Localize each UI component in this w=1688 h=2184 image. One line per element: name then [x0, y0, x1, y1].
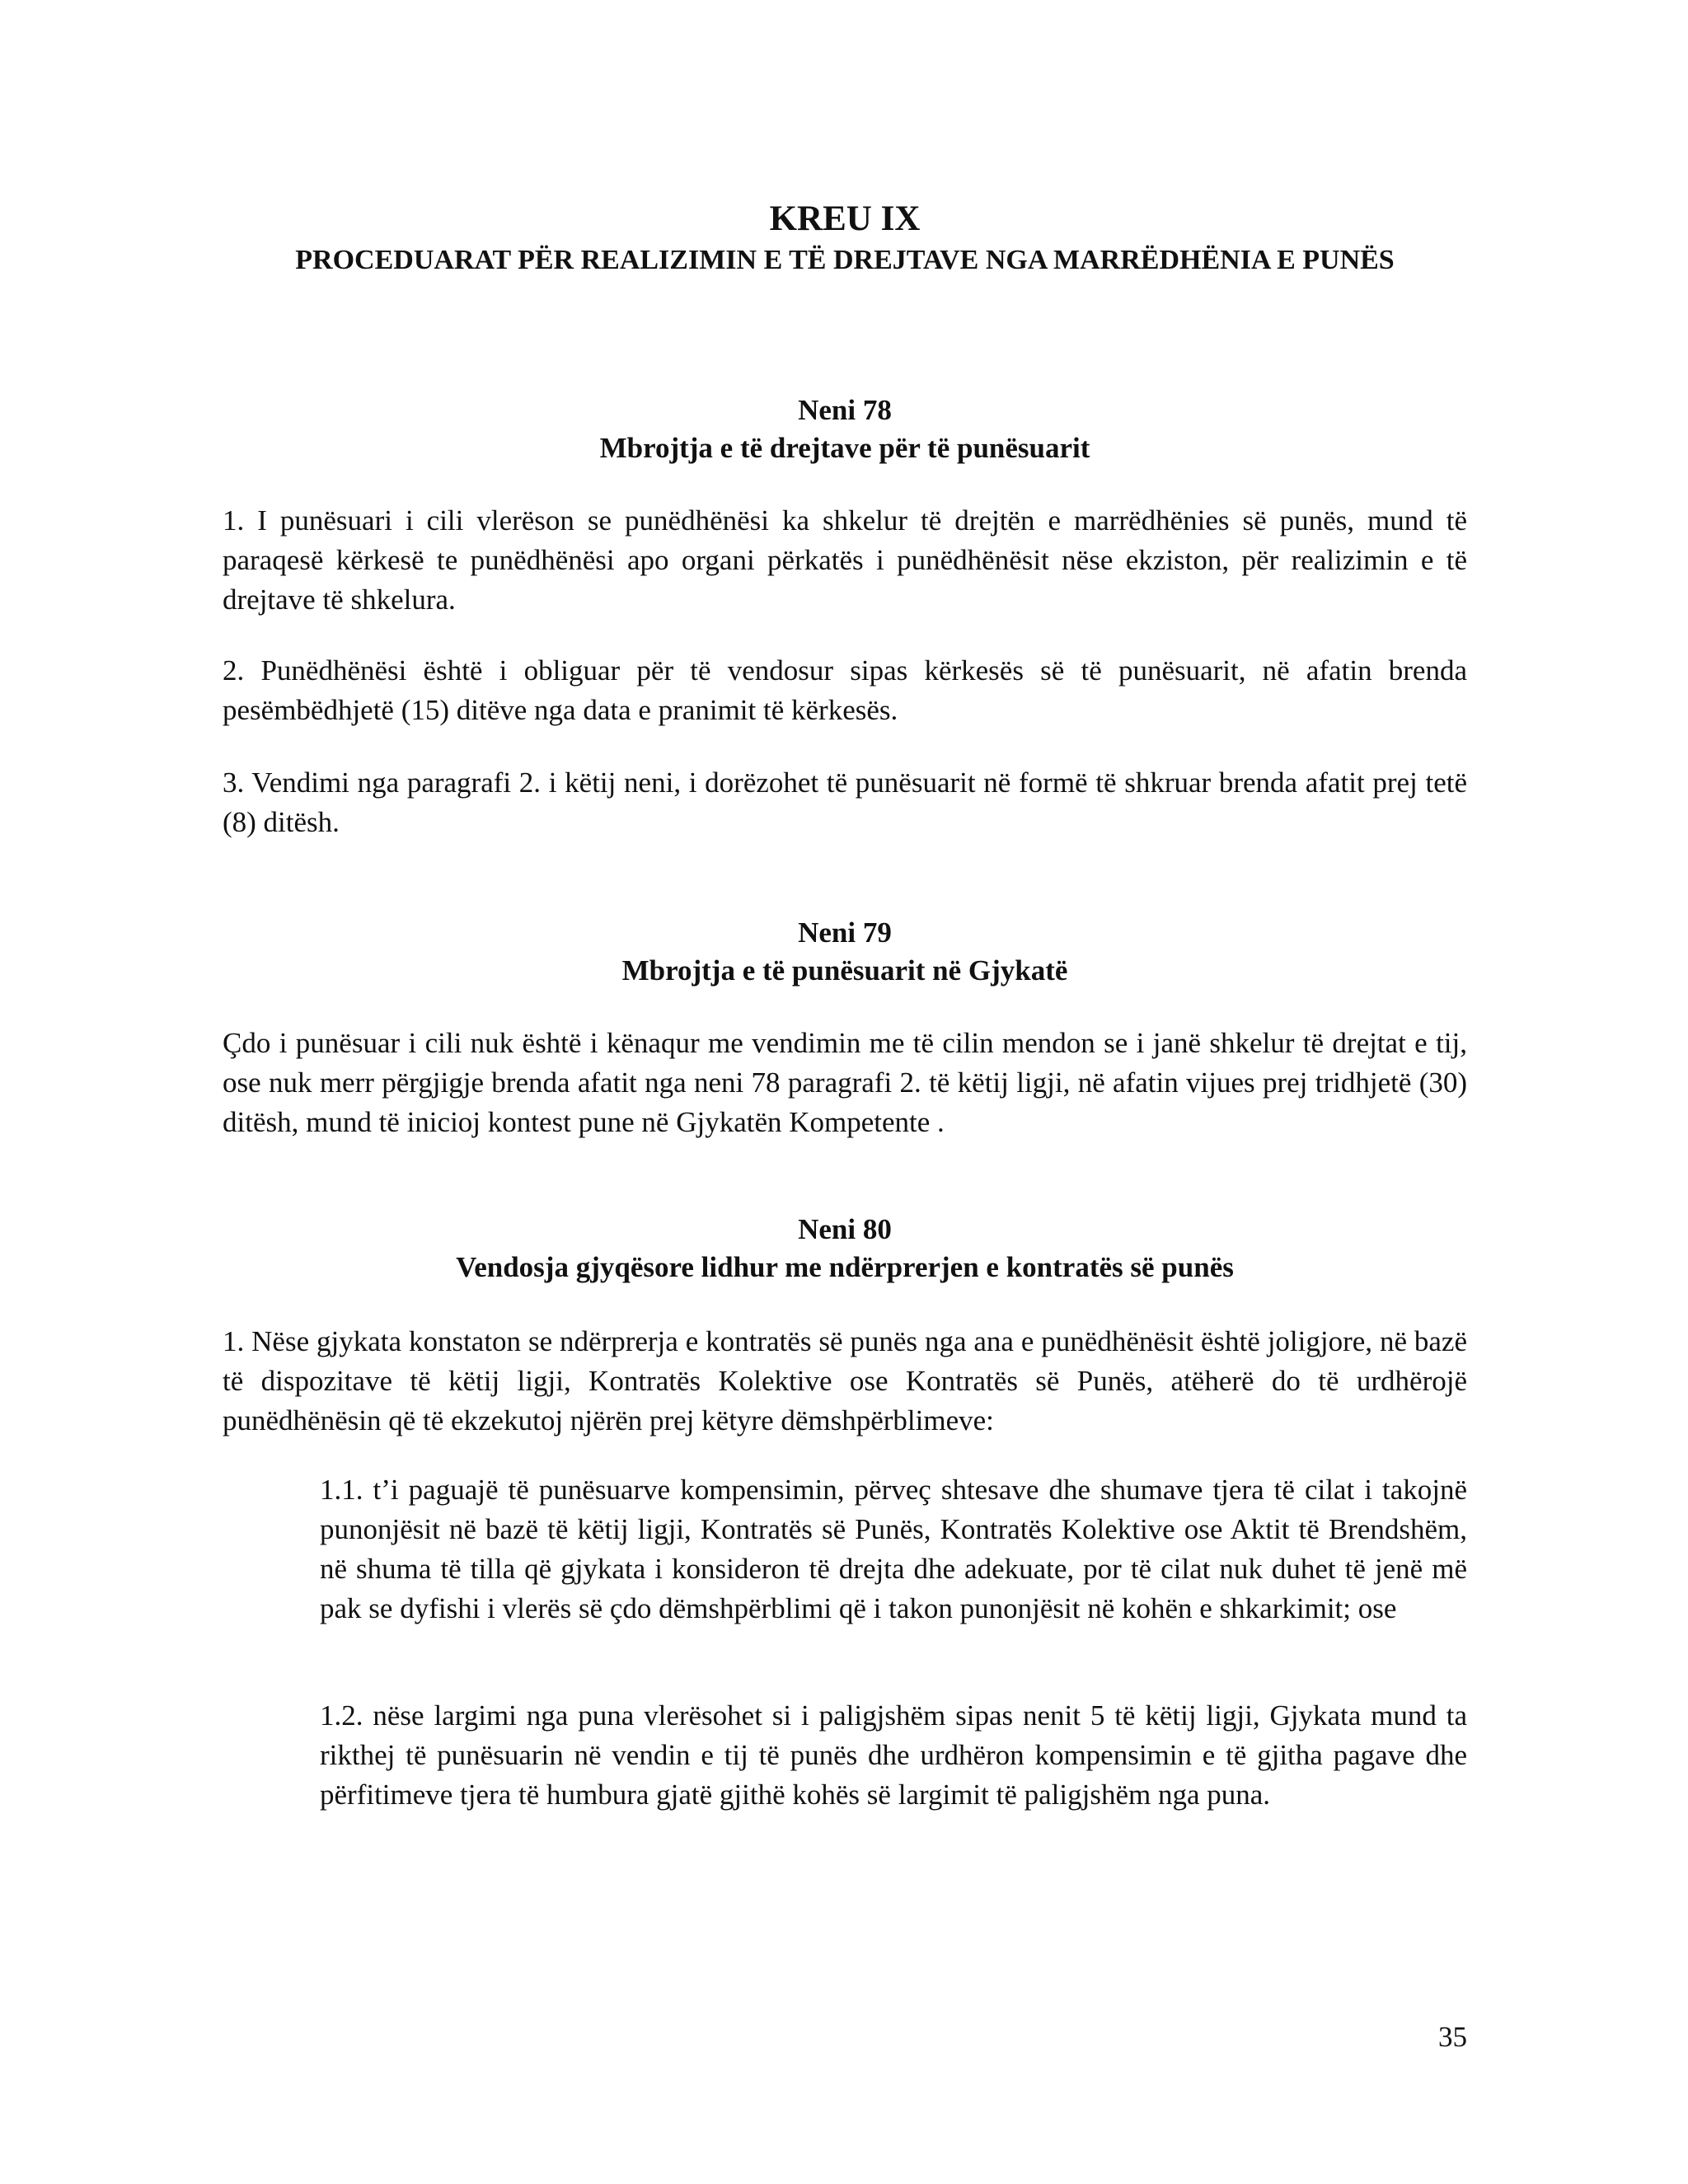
article-78-paragraph-3: 3. Vendimi nga paragrafi 2. i këtij neni, i dorëzohet të punësuarit në formë të shkruar brenda afatit prej tetë (8) ditësh.	[223, 766, 1467, 838]
article-80-paragraph-1: 1. Nëse gjykata konstaton se ndërprerja e kontratës së punës nga ana e punëdhënësit është joligjore, në bazë të dispozitave të këtij ligji, Kontratës Kolektive ose Kontratës së Punës, atëherë do të urdhërojë punëdhënësin që të ekzekutoj njërën prej këtyre dëmshpërblimeve:	[223, 1325, 1467, 1436]
article-title-78: Mbrojtja e të drejtave për të punësuarit	[599, 432, 1090, 464]
page-number: 35	[1438, 2021, 1467, 2053]
article-80-subparagraph-1-2: 1.2. nëse largimi nga puna vlerësohet si i paligjshëm sipas nenit 5 të këtij ligji, Gjykata mund ta rikthej të punësuarin në vendin e tij të punës dhe urdhëron kompensimin e të gjitha pagave dhe përfitimeve tjera të humbura gjatë gjithë kohës së largimit të paligjshëm nga puna.	[320, 1699, 1467, 1811]
chapter-subtitle: PROCEDUARAT PËR REALIZIMIN E TË DREJTAVE NGA MARRËDHËNIA E PUNËS	[295, 245, 1395, 275]
article-title-79: Mbrojtja e të punësuarit në Gjykatë	[621, 954, 1068, 987]
chapter-title: KREU IX	[769, 199, 921, 238]
article-78-paragraph-2: 2. Punëdhënësi është i obliguar për të vendosur sipas kërkesës së të punësuarit, në afatin brenda pesëmbëdhjetë (15) ditëve nga data e pranimit të kërkesës.	[223, 654, 1467, 726]
article-79-paragraph-1: Çdo i punësuar i cili nuk është i kënaqur me vendimin me të cilin mendon se i janë shkelur të drejtat e tij, ose nuk merr përgjigje brenda afatit nga neni 78 paragrafi 2. të këtij ligji, në afatin vijues prej tridhjetë (30) ditësh, mund të inicioj kontest pune në Gjykatën Kompetente .	[223, 1027, 1467, 1138]
article-78-paragraph-1: 1. I punësuari i cili vlerëson se punëdhënësi ka shkelur të drejtën e marrëdhënies së punës, mund të paraqesë kërkesë te punëdhënësi apo organi përkatës i punëdhënësit nëse ekziston, për realizimin e të drejtave të shkelura.	[223, 504, 1467, 616]
article-number-79: Neni 79	[798, 916, 892, 949]
article-number-80: Neni 80	[798, 1213, 892, 1245]
article-title-80: Vendosja gjyqësore lidhur me ndërprerjen e kontratës së punës	[456, 1251, 1234, 1283]
article-number-78: Neni 78	[798, 394, 892, 426]
article-80-subparagraph-1-1: 1.1. t’i paguajë të punësuarve kompensimin, përveç shtesave dhe shumave tjera të cilat i takojnë punonjësit në bazë të këtij ligji, Kontratës së Punës, Kontratës Kolektive ose Aktit të Brendshëm, në shuma të tilla që gjykata i konsideron të drejta dhe adekuate, por të cilat nuk duhet të jenë më pak se dyfishi i vlerës së çdo dëmshpërblimi që i takon punonjësit në kohën e shkarkimit; ose	[320, 1474, 1467, 1624]
